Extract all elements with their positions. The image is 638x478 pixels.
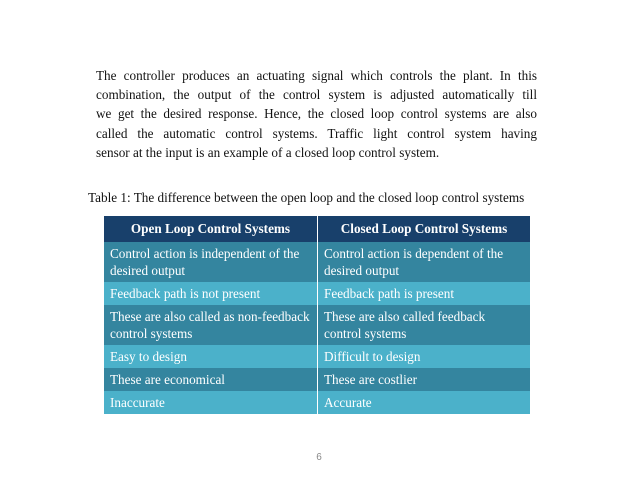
paragraph-line: called the automatic control systems. Traffic light control system having: [96, 125, 537, 141]
table-cell: These are economical: [104, 368, 318, 391]
table-cell: Difficult to design: [318, 345, 531, 368]
table-cell: These are also called as non-feedback control systems: [104, 305, 318, 345]
table-header-row: [104, 216, 530, 242]
table-row: [104, 305, 530, 345]
paragraph-line: The controller produces an actuating signal which controls the plant. In this: [96, 68, 537, 83]
table-row: [104, 345, 530, 368]
table-cell: Accurate: [318, 391, 531, 414]
table-row: [104, 242, 530, 282]
table-row: [104, 368, 530, 391]
table-cell: Control action is independent of the desired output: [104, 242, 318, 282]
paragraph-line: we get the desired response. Hence, the closed loop control systems are also: [96, 106, 537, 122]
comparison-table: [104, 216, 530, 414]
paragraph-line: combination, the output of the control system is adjusted automatically till: [96, 87, 537, 103]
table-cell: Feedback path is not present: [104, 282, 318, 305]
paragraph-line: sensor at the input is an example of a closed loop control system.: [96, 144, 440, 160]
column-header-open-loop: Open Loop Control Systems: [104, 216, 318, 242]
table-cell: Control action is dependent of the desired output: [318, 242, 531, 282]
table-cell: These are also called feedback control systems: [318, 305, 531, 345]
table-cell: These are costlier: [318, 368, 531, 391]
page-number: 6: [316, 452, 322, 463]
table-cell: Feedback path is present: [318, 282, 531, 305]
body-paragraph: [96, 66, 537, 162]
table-row: [104, 391, 530, 414]
table-caption: Table 1: The difference between the open loop and the closed loop control systems: [88, 190, 525, 205]
table-cell: Easy to design: [104, 345, 318, 368]
table-row: [104, 282, 530, 305]
column-header-closed-loop: Closed Loop Control Systems: [318, 216, 531, 242]
table-cell: Inaccurate: [104, 391, 318, 414]
